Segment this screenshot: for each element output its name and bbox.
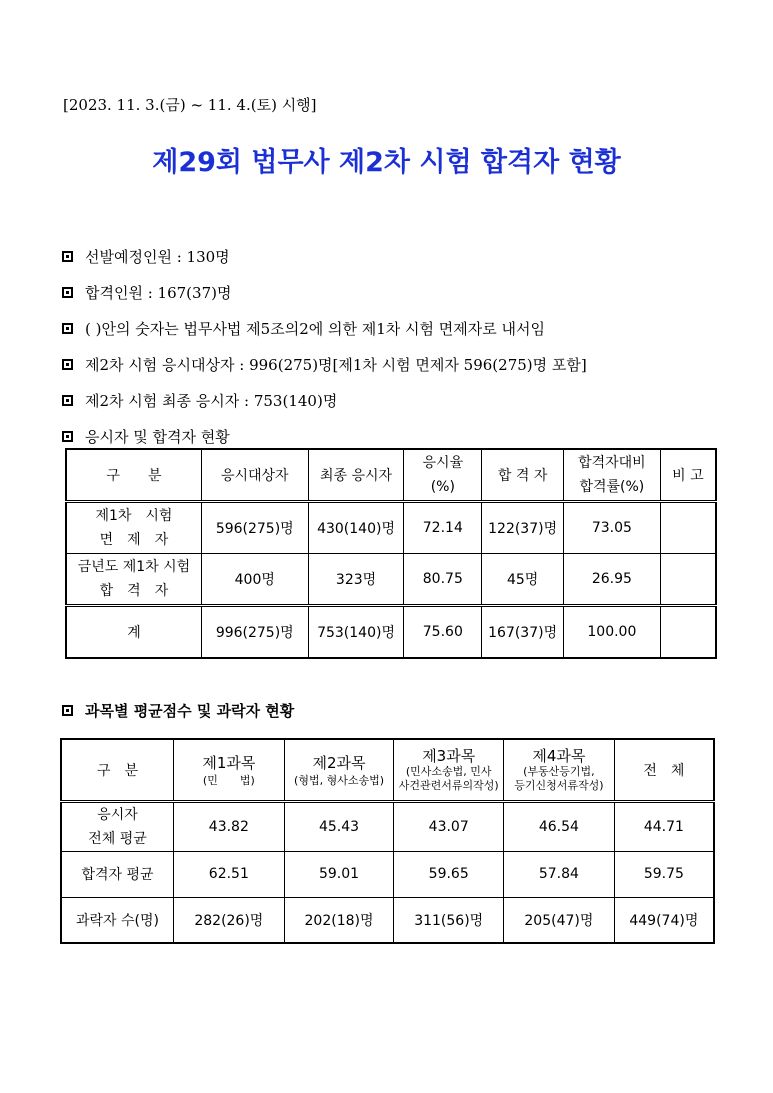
table-cell: 43.82 [174,801,285,851]
section-heading: 과목별 평균점수 및 과락자 현황 [62,700,294,721]
table-cell [660,606,716,659]
header-cell: 합 격 자 [482,449,564,502]
table-cell: 311(56)명 [394,897,504,943]
table-cell: 282(26)명 [174,897,285,943]
table-cell: 59.75 [614,851,714,897]
table-cell: 400명 [201,554,308,606]
table-cell: 62.51 [174,851,285,897]
table-row [66,606,716,659]
list-item: 선발예정인원 : 130명 [62,238,587,274]
header-cell: 제3과목 (민사소송법, 민사 사건관련서류의작성) [394,739,504,801]
list-item: 제2차 시험 응시대상자 : 996(275)명[제1차 시험 면제자 596(275)명 포함] [62,346,587,382]
table-row [61,851,714,897]
table-cell: 26.95 [564,554,661,606]
table-row [61,801,714,851]
exam-date: [2023. 11. 3.(금) ~ 11. 4.(토) 시행] [63,96,317,114]
table-row [66,502,716,554]
table-cell: 45명 [482,554,564,606]
table-cell: 753(140)명 [308,606,404,659]
table-cell: 202(18)명 [284,897,394,943]
header-cell: 제4과목 (부동산등기법, 등기신청서류작성) [504,739,615,801]
table-cell: 45.43 [284,801,394,851]
header-cell: 응시대상자 [201,449,308,502]
header-cell: 전 체 [614,739,714,801]
table-cell [660,502,716,554]
square-bullet-icon [62,359,73,370]
table-cell: 72.14 [404,502,482,554]
list-item: 응시자 및 합격자 현황 [62,418,587,454]
table-row [61,897,714,943]
row-label: 과락자 수(명) [61,897,174,943]
table-header-row [61,739,714,801]
table-cell: 596(275)명 [201,502,308,554]
row-label: 제1차 시험 면 제 자 [66,502,201,554]
list-item: ( )안의 숫자는 법무사법 제5조의2에 의한 제1차 시험 면제자로 내서임 [62,310,587,346]
square-bullet-icon [62,287,73,298]
table-cell: 205(47)명 [504,897,615,943]
list-item: 제2차 시험 최종 응시자 : 753(140)명 [62,382,587,418]
table-cell: 323명 [308,554,404,606]
summary-list [62,238,587,454]
square-bullet-icon [62,395,73,406]
square-bullet-icon [62,323,73,334]
table-cell: 59.01 [284,851,394,897]
table-cell: 75.60 [404,606,482,659]
header-cell: 구 분 [61,739,174,801]
table-cell: 59.65 [394,851,504,897]
table-cell: 430(140)명 [308,502,404,554]
page-title: 제29회 법무사 제2차 시험 합격자 현황 [152,147,621,178]
header-cell: 비 고 [660,449,716,502]
table-cell: 996(275)명 [201,606,308,659]
square-bullet-icon [62,705,73,716]
table-cell: 122(37)명 [482,502,564,554]
table-cell: 57.84 [504,851,615,897]
header-cell: 구 분 [66,449,201,502]
row-label: 합격자 평균 [61,851,174,897]
header-cell: 최종 응시자 [308,449,404,502]
table-cell: 449(74)명 [614,897,714,943]
score-table [60,738,715,944]
row-label: 응시자 전체 평균 [61,801,174,851]
table-cell: 46.54 [504,801,615,851]
table-cell: 100.00 [564,606,661,659]
square-bullet-icon [62,251,73,262]
row-label: 금년도 제1차 시험 합 격 자 [66,554,201,606]
table-cell: 73.05 [564,502,661,554]
table-cell: 80.75 [404,554,482,606]
header-cell: 제2과목 (형법, 형사소송법) [284,739,394,801]
square-bullet-icon [62,431,73,442]
header-cell: 합격자대비 합격률(%) [564,449,661,502]
list-item: 합격인원 : 167(37)명 [62,274,587,310]
header-cell: 응시율 (%) [404,449,482,502]
applicant-table [65,448,717,659]
table-row [66,554,716,606]
header-cell: 제1과목 (민 법) [174,739,285,801]
table-cell: 167(37)명 [482,606,564,659]
table-cell [660,554,716,606]
row-label: 계 [66,606,201,659]
table-header-row [66,449,716,502]
table-cell: 44.71 [614,801,714,851]
table-cell: 43.07 [394,801,504,851]
